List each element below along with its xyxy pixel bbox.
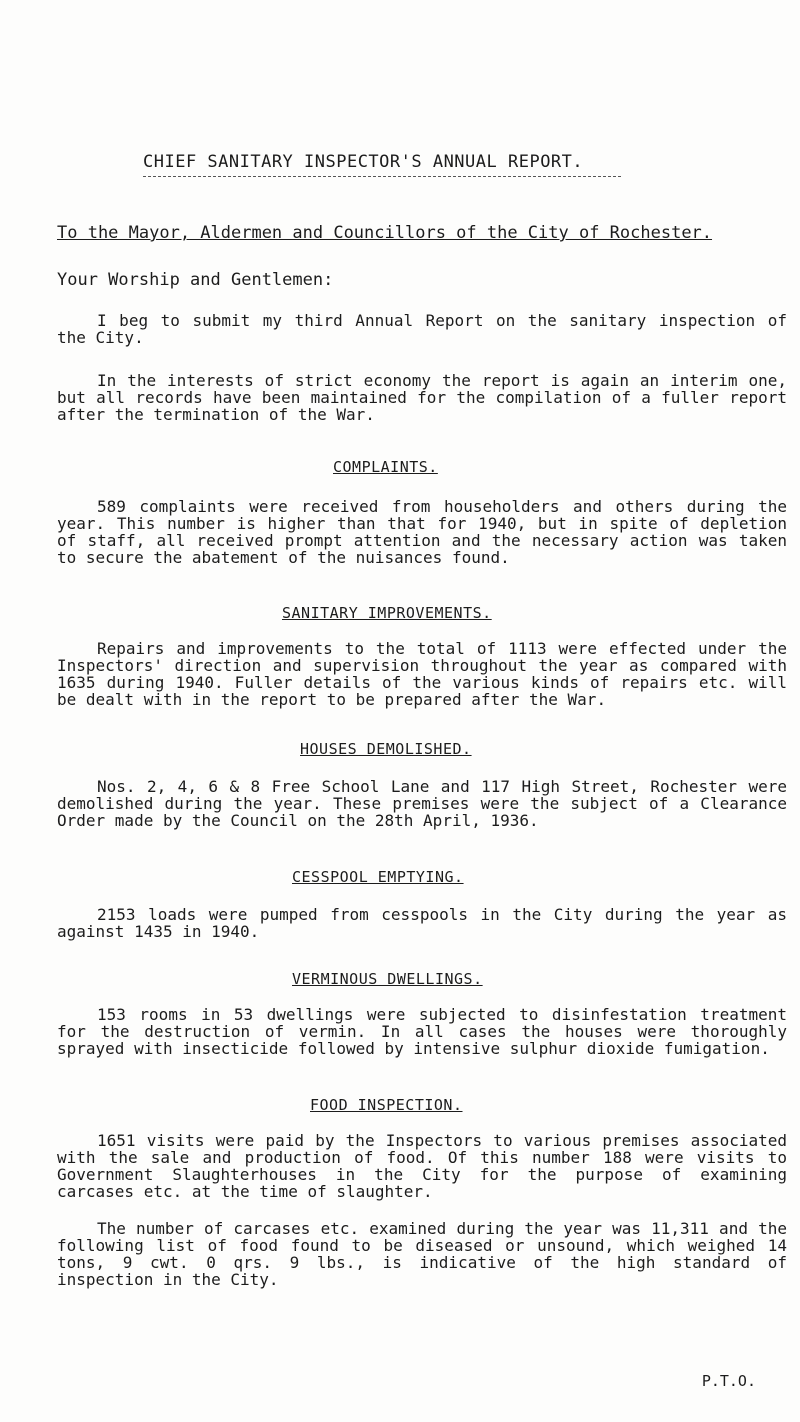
title-underline [143, 176, 621, 177]
paragraph-sanitary-improvements: Repairs and improvements to the total of 1113 were effected under the Inspectors' direction and supervision throughout the year as compared with 1635 during 1940. Fuller details of the various kinds of repairs etc. will be dealt with in the report to be prepared after the War. [57, 639, 787, 709]
heading-sanitary-improvements: SANITARY IMPROVEMENTS. [282, 604, 492, 622]
paragraph-complaints: 589 complaints were received from householders and others during the year. This number is higher than that for 1940, but in spite of depletion of staff, all received prompt attention and the necessary action was taken to secure the abatement of the nuisances found. [57, 497, 787, 567]
heading-complaints: COMPLAINTS. [333, 458, 438, 476]
heading-cesspool-emptying: CESSPOOL EMPTYING. [292, 868, 464, 886]
page-turn-note: P.T.O. [701, 1372, 756, 1390]
salutation: Your Worship and Gentlemen: [57, 270, 334, 290]
heading-houses-demolished: HOUSES DEMOLISHED. [300, 740, 472, 758]
paragraph-houses-demolished: Nos. 2, 4, 6 & 8 Free School Lane and 117 High Street, Rochester were demolished during the year. These premises were the subject of a Clearance Order made by the Council on the 28th April, 1936. [57, 777, 787, 830]
intro-paragraph-1: I beg to submit my third Annual Report on the sanitary inspection of the City. [57, 311, 787, 347]
heading-verminous-dwellings: VERMINOUS DWELLINGS. [292, 970, 483, 988]
intro-paragraph-2: In the interests of strict economy the report is again an interim one, but all records have been maintained for the compilation of a fuller report after the termination of the War. [57, 371, 787, 424]
paragraph-food-inspection-2: The number of carcases etc. examined during the year was 11,311 and the following list of food found to be diseased or unsound, which weighed 14 tons, 9 cwt. 0 qrs. 9 lbs., is indicative of the high standard of inspection in the City. [57, 1219, 787, 1289]
heading-food-inspection: FOOD INSPECTION. [310, 1096, 463, 1114]
addressee-line: To the Mayor, Aldermen and Councillors of the City of Rochester. [57, 223, 713, 243]
report-title: CHIEF SANITARY INSPECTOR'S ANNUAL REPORT. [143, 152, 584, 172]
paragraph-verminous-dwellings: 153 rooms in 53 dwellings were subjected to disinfestation treatment for the destruction of vermin. In all cases the houses were thoroughly sprayed with insecticide followed by intensive sulphur dioxide fumigation. [57, 1005, 787, 1058]
paragraph-cesspool-emptying: 2153 loads were pumped from cesspools in the City during the year as against 1435 in 1940. [57, 905, 787, 941]
paragraph-food-inspection-1: 1651 visits were paid by the Inspectors to various premises associated with the sale and production of food. Of this number 188 were visits to Government Slaughterhouses in the City for the purpose of examining carcases etc. at the time of slaughter. [57, 1131, 787, 1201]
